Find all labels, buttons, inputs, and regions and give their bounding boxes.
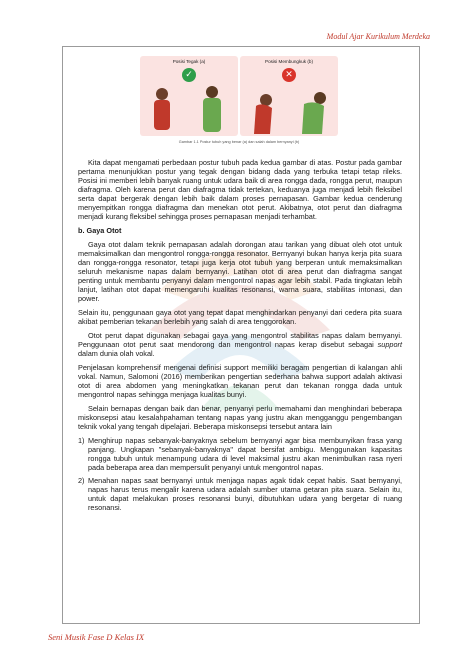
paragraph-cedera: Selain itu, penggunaan gaya otot yang tepat dapat menghindarkan penyanyi dari cedera pita suara akibat pemberian tekanan berlebih yang salah di area tenggorokan. — [78, 308, 402, 326]
paragraph-definisi: Penjelasan komprehensif mengenai definisi support memiliki beragam pengertian di kalangan ahli vokal. Namun, Salomoni (2016) memberikan pengertian sederhana bahwa support adalah aktivasi otot di area abdomen yang meningkatkan tekanan perut dan tekanan rongga dada untuk mengontrol napas sehingga menjaga kualitas bunyi. — [78, 363, 402, 399]
support-term: support — [377, 340, 402, 349]
cross-icon: ✕ — [282, 68, 296, 82]
support-text-post: dalam dunia olah vokal. — [78, 349, 155, 358]
list-text: Menahan napas saat bernyanyi untuk menjaga napas agak tidak cepat habis. Saat bernyanyi, napas harus terus mengalir karena udara adalah sumber utama getaran pita suara. Selain itu, untuk dapat melakukan proses resonansi bunyi, dibutuhkan udara yang bergetar di ruang resonansi. — [88, 476, 402, 512]
list-number: 1) — [78, 436, 85, 445]
figure-caption: Gambar 1.1 Postur tubuh yang benar (a) dan salah dalam bernyanyi (b) — [178, 140, 300, 144]
list-text: Menghirup napas sebanyak-banyaknya sebelum bernyanyi agar bisa membunyikan frasa yang panjang. Ungkapan "sebanyak-banyaknya" dapat bersifat ambigu. Menggunakan kapasitas rongga tubuh untuk menampung udara di level maksimal justru akan menimbulkan rasa nyeri pada beberapa area dan mempersulit penyanyi untuk mengontrol napas. — [88, 436, 402, 472]
running-footer: Seni Musik Fase D Kelas IX — [48, 632, 145, 642]
list-item — [78, 476, 402, 512]
running-header: Modul Ajar Kurikulum Merdeka — [326, 32, 430, 41]
upright-posture-panel — [140, 56, 238, 136]
paragraph-gaya-otot: Gaya otot dalam teknik pernapasan adalah dorongan atau tarikan yang dibuat oleh otot untuk memaksimalkan dan mengontrol rongga-rongga resonator. Bernyanyi bukan hanya kerja pita suara dan rongga-rongga resonator, tetapi juga kerja otot tubuh yang berperan untuk memaksimalkan seluruh mekanisme napas dalam bernyanyi. Latihan otot di area perut dan diafragma sangat penting untuk membantu penyanyi dalam mengontrol napas agar lebih stabil. Pada tingkatan lebih lanjut, latihan otot dapat memengaruhi kualitas resonansi, warna suara, stabilitas intonasi, dan power. — [78, 240, 402, 303]
support-text-pre: Otot perut dapat digunakan sebagai gaya yang mengontrol stabilitas napas dalam bernyanyi. Penggunaan otot perut saat mendorong dan mengontrol napas kerap disebut sebagai — [78, 331, 402, 349]
paragraph-miskonsepsi: Selain bernapas dengan baik dan benar, penyanyi perlu memahami dan menghindari beberapa miskonsepsi atau kesalahpahaman tentang napas yang justru akan mengganggu pengembangan teknik vokal yang tengah dipelajari. Beberapa miskonsepsi tersebut antara lain — [78, 404, 402, 431]
check-icon: ✓ — [182, 68, 196, 82]
paragraph-posture: Kita dapat mengamati perbedaan postur tubuh pada kedua gambar di atas. Postur pada gambar pertama menunjukkan postur yang tegak dengan bidang dada yang terbuka tetapi tetap rileks. Posisi ini memberi lebih banyak ruang untuk udara baik di area rongga dada, rongga perut, maupun diafragma. Oleh karena perut dan diafragma tidak tertekan, keduanya juga menjadi lebih fleksibel serta dapat bergerak dengan lebih baik dalam proses pernapasan. Gambar kedua cenderung menyempitkan rongga diafragma dan menekan otot perut. Akibatnya, otot perut dan diafragma menjadi kurang fleksibel sehingga proses pernapasan menjadi terhambat. — [78, 158, 402, 221]
paragraph-support — [78, 331, 402, 358]
posture-figure — [140, 56, 338, 152]
slouched-panel-title: Posisi Membungkuk (b) — [265, 59, 313, 64]
section-heading-gaya-otot: b. Gaya Otot — [78, 226, 122, 235]
list-number: 2) — [78, 476, 85, 485]
list-item — [78, 436, 402, 472]
slouched-posture-panel — [240, 56, 338, 136]
main-content — [78, 158, 402, 516]
upright-panel-title: Posisi Tegak (a) — [172, 59, 206, 64]
upright-people-illustration — [140, 56, 238, 136]
slouched-people-illustration — [240, 56, 338, 136]
